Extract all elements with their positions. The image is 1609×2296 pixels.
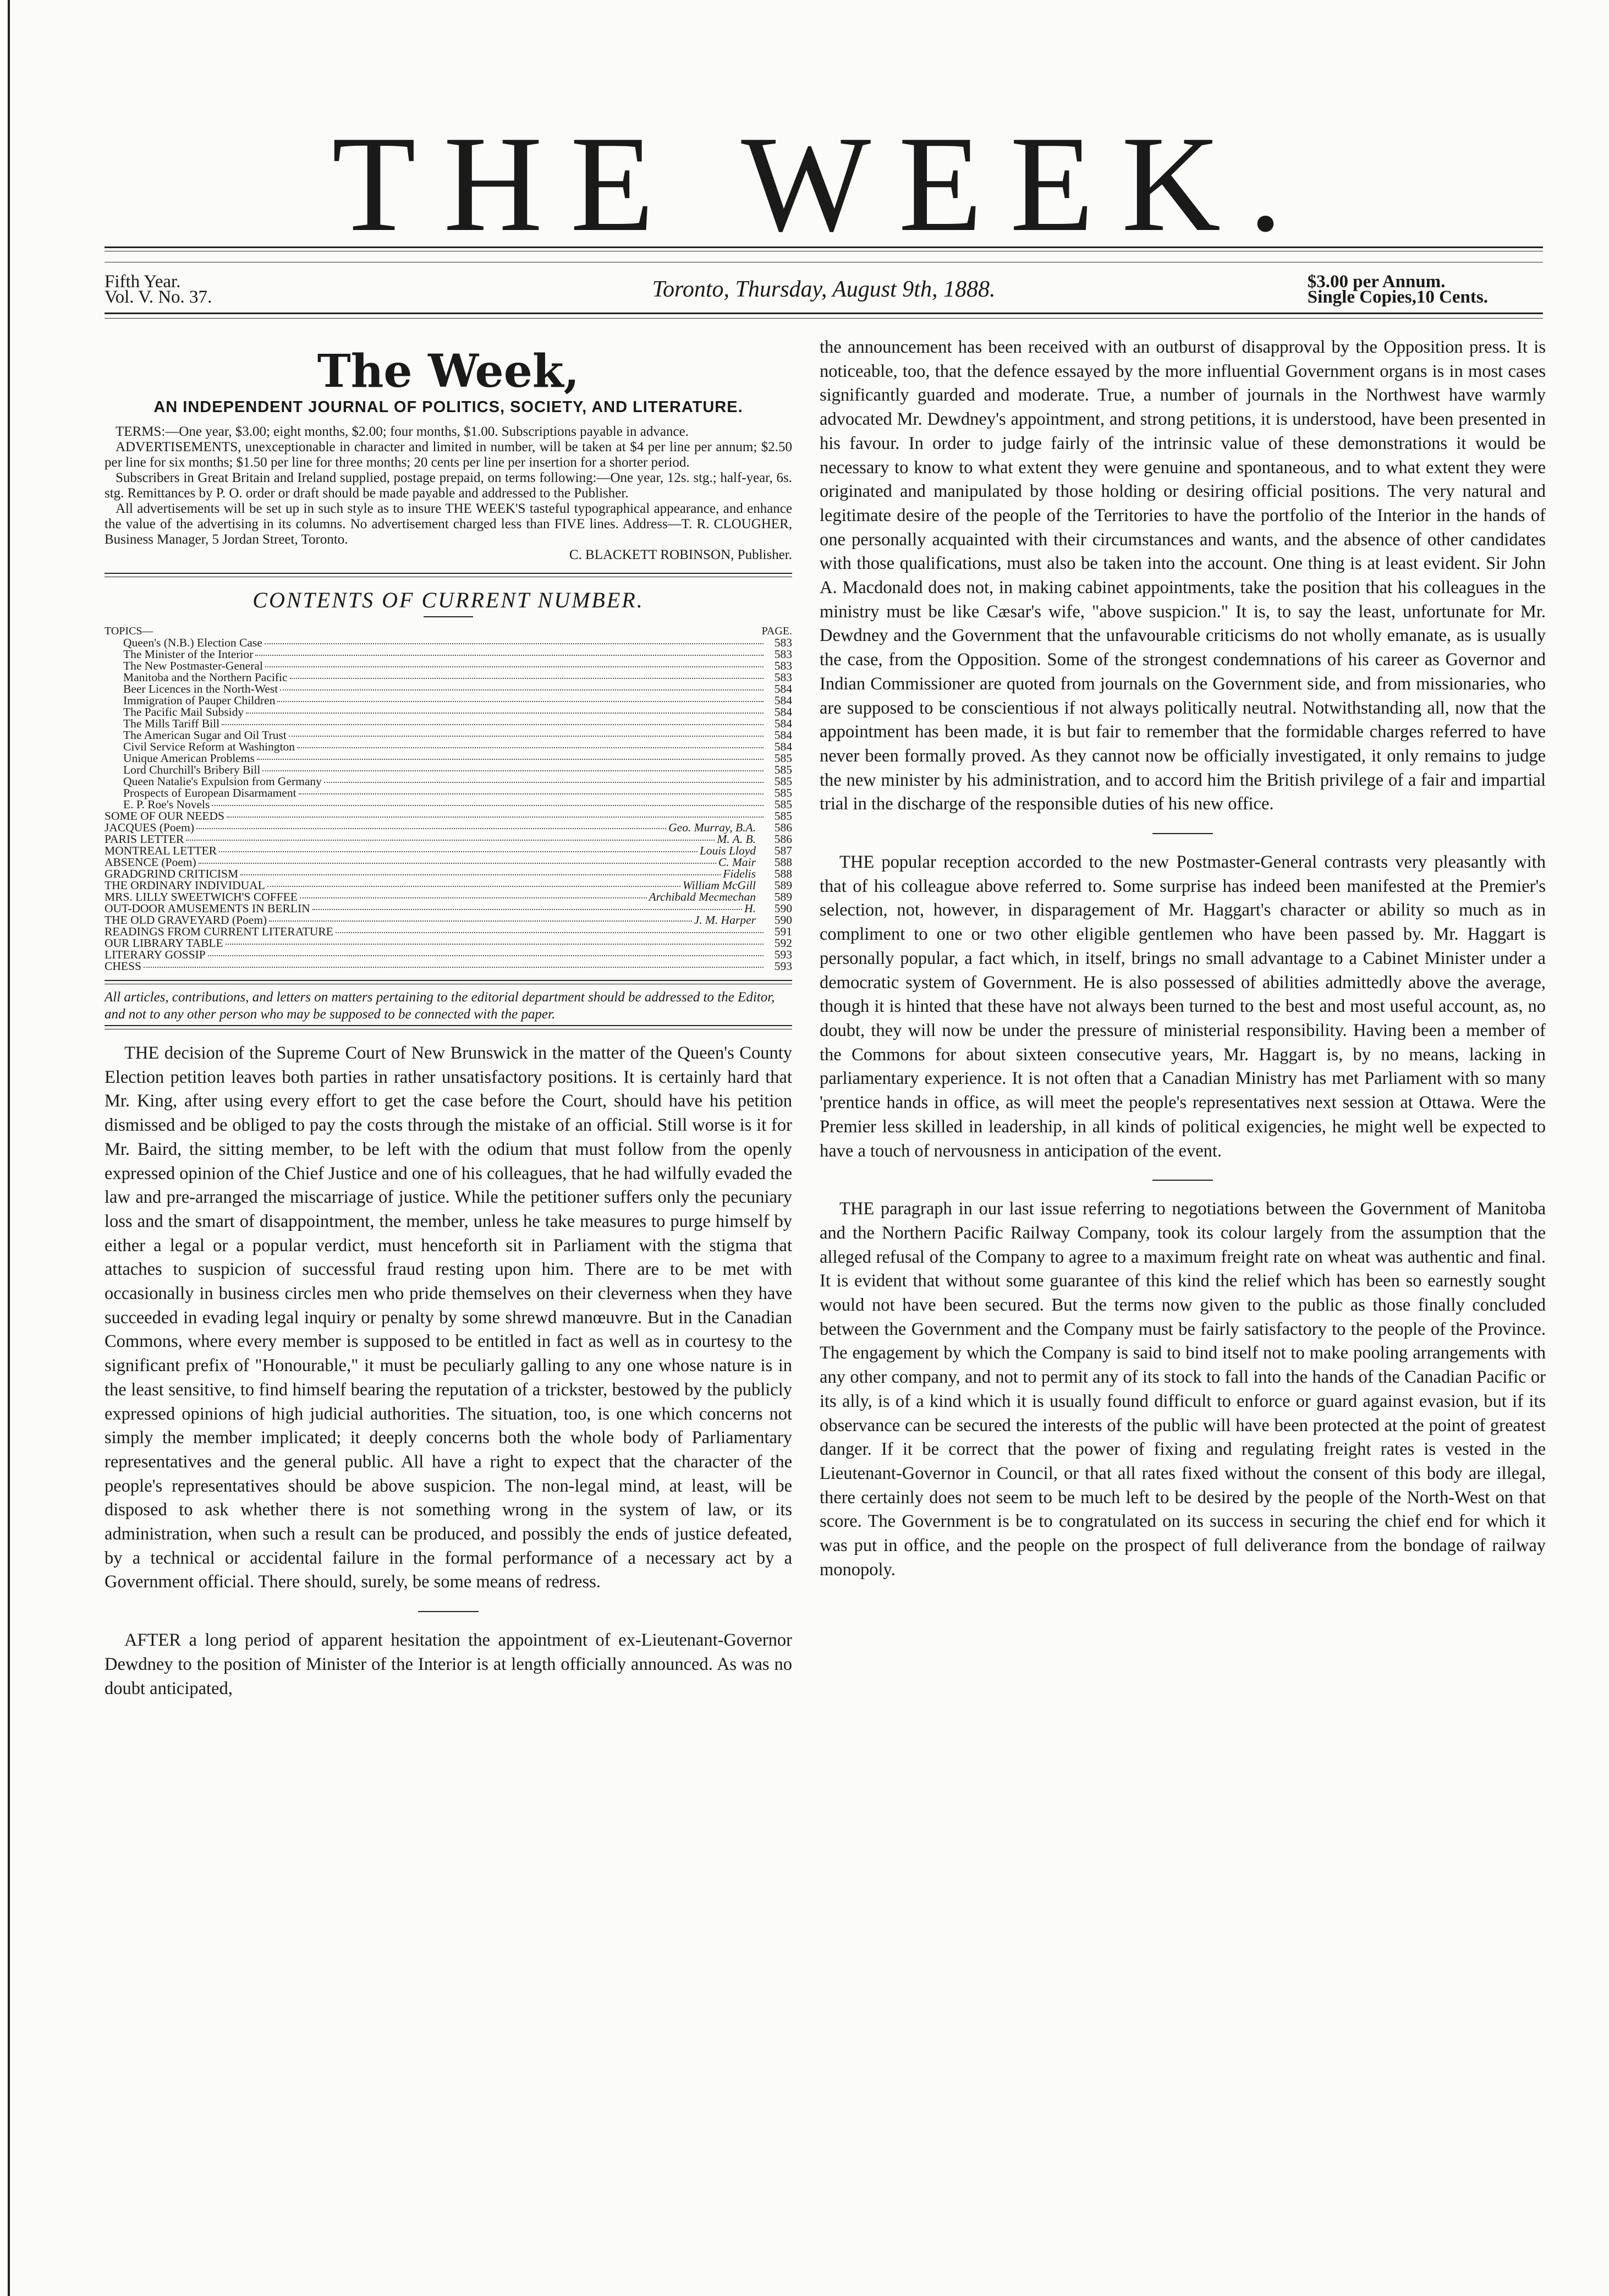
toc-leader-dots (212, 805, 764, 806)
paragraph-rule (1152, 1180, 1213, 1181)
toc-leader-dots (226, 944, 764, 945)
toc-entry-title: PARIS LETTER (105, 832, 184, 846)
article-paragraph: AFTER a long period of apparent hesitation the appointment of ex-Lieutenant-Governor Dewdney to the position of Minister of the Interior is at length officially announced. As was no doubt anticipated, (105, 1630, 792, 1698)
toc-entry-title: OUT-DOOR AMUSEMENTS IN BERLIN (105, 902, 310, 915)
paragraph-rule (418, 1611, 479, 1612)
toc-entry-title: Queen Natalie's Expulsion from Germany (123, 775, 322, 788)
toc-entry-title: GRADGRIND CRITICISM (105, 867, 239, 880)
toc-item-row (105, 822, 792, 834)
toc-item-row (105, 938, 792, 949)
toc-topic-row (105, 730, 792, 741)
toc-topic-row (105, 764, 792, 776)
terms-britain: Subscribers in Great Britain and Ireland supplied, postage prepaid, on terms following:—One year, 12s. stg.; half-year, 6s. stg. Remittances by P. O. order or draft should be made payable and addressed to the Publisher. (105, 470, 792, 501)
toc-entry-page: 591 (774, 925, 792, 938)
toc-entry-page: 585 (774, 786, 792, 799)
toc-topic-row (105, 787, 792, 799)
issue-date: Toronto, Thursday, August 9th, 1888. (652, 277, 996, 302)
toc-leader-dots (240, 874, 721, 875)
right-column (820, 336, 1546, 1582)
toc-topic-row (105, 718, 792, 730)
toc-item-row (105, 810, 792, 822)
price-single: Single Copies,10 Cents. (1307, 287, 1488, 307)
toc-item-row (105, 857, 792, 868)
toc-entry-page: 584 (774, 717, 792, 730)
toc-entry-author: M. A. B. (717, 832, 756, 846)
toc-entry-page: 590 (774, 913, 792, 927)
toc-leader-dots (300, 897, 647, 898)
toc-entry-title: Lord Churchill's Bribery Bill (123, 763, 261, 776)
toc-entry-page: 588 (774, 856, 792, 869)
toc-entry-page: 584 (774, 740, 792, 753)
toc-topic-row (105, 660, 792, 672)
toc-entry-page: 593 (774, 948, 792, 961)
toc-item-row (105, 914, 792, 926)
issue-year: Fifth Year. (105, 272, 181, 292)
toc-leader-dots (219, 851, 698, 852)
toc-topic-row (105, 695, 792, 706)
toc-leader-dots (277, 701, 764, 702)
toc-entry-title: E. P. Roe's Novels (123, 798, 210, 811)
notice-separator-bottom (105, 1025, 792, 1029)
toc-entry-page: 583 (774, 636, 792, 649)
toc-page-label: PAGE. (761, 625, 792, 637)
toc-entry-title: Queen's (N.B.) Election Case (123, 636, 262, 649)
article-postmaster (820, 851, 1546, 1163)
toc-entry-title: The Pacific Mail Subsidy (123, 705, 244, 719)
toc-item-row (105, 834, 792, 845)
toc-leader-dots (222, 724, 764, 725)
article-paragraph: the announcement has been received with an outburst of disapproval by the Opposition press. It is noticeable, too, that the defence essayed by the more influential Government organs is in most cases significantly guarded and moderate. True, a number of journals in the Northwest have warmly advocated Mr. Dewdney's appointment, and strong petitions, it is understood, have been presented in his favour. In order to judge fairly of the intrinsic value of these demonstrations it would be necessary to know to what extent they were genuine and spontaneous, and to what extent they were originated and manipulated by those holding or desiring official positions. The very natural and legitimate desire of the people of the Territories to have the portfolio of the Interior in the hands of one personally acquainted with their circumstances and wants, and the absence of other candidates with those qualifications, must also be taken into the account. One thing is at least evident. Sir John A. Macdonald does not, in making cabinet appointments, take the position that his colleagues in the ministry must be like Cæsar's wife, "above suspicion." It is, to say the least, unfortunate for Mr. Dewdney and the Government that the unfavourable criticisms do not wholly emanate, as is usually the case, from the Opposition. Some of the strongest condemnations of his career as Governor and Indian Commissioner are quoted from journals on the Government side, and from missionaries, who are supposed to be conscientious if not always politically neutral. Notwithstanding all, now that the appointment has been made, it is but fair to remember that the formidable charges referred to have never been formally proved. As they cannot now be officially investigated, it only remains to judge the new minister by his administration, and to accord him the British privilege of a fair and impartial trial in the discharge of the responsible duties of his new office. (820, 337, 1546, 814)
toc-leader-dots (227, 817, 764, 818)
toc-entry-page: 586 (774, 821, 792, 834)
toc-item-row (105, 868, 792, 880)
toc-leader-dots (336, 932, 764, 933)
toc-entry-page: 584 (774, 705, 792, 719)
article-paragraph: THE popular reception accorded to the new Postmaster-General contrasts very pleasantly with that of his colleague above referred to. Some surprise has indeed been manifested at the Premier's selection, not, however, in disparagement of Mr. Haggart's character or ability so much as in compliment to one or two other eligible gentlemen who have been passed by. Mr. Haggart is personally popular, a fact which, in itself, brings no small advantage to a Cabinet Minister under a democratic system of Government. He is also possessed of abilities admittedly above the average, though it is hinted that these have not always been turned to the best and most useful account, as, no doubt, they will now be under the pressure of ministerial responsibility. Having been a member of the Commons for about sixteen consecutive years, Mr. Haggart is, by no means, lacking in parliamentary experience. It is not often that a Canadian Ministry has met Parliament with so many 'prentice hands in office, as will meet the people's representatives next session at Ottawa. Were the Premier less skilled in leadership, in all kinds of political exigencies, he might well be expected to have a touch of nervousness in anticipation of the event. (820, 852, 1546, 1161)
toc-topic-row (105, 741, 792, 753)
toc-leader-dots (289, 736, 764, 737)
table-of-contents (105, 637, 792, 972)
toc-entry-title: The Mills Tariff Bill (123, 717, 220, 730)
masthead-rule-top (105, 246, 1543, 248)
toc-entry-author: Geo. Murray, B.A. (668, 821, 756, 834)
toc-leader-dots (299, 793, 764, 794)
dateline (105, 274, 1543, 313)
publication-name: The Week, (317, 345, 580, 398)
toc-entry-title: The American Sugar and Oil Trust (123, 728, 287, 742)
toc-entry-title: CHESS (105, 960, 141, 973)
toc-entry-title: Unique American Problems (123, 752, 255, 765)
contents-title-rule (424, 616, 473, 617)
toc-entry-title: LITERARY GOSSIP (105, 948, 206, 961)
toc-topic-row (105, 683, 792, 695)
toc-entry-author: C. Mair (718, 856, 756, 869)
toc-topic-row (105, 753, 792, 764)
toc-entry-title: SOME OF OUR NEEDS (105, 809, 225, 823)
price-info (1308, 274, 1488, 305)
toc-leader-dots (196, 828, 666, 829)
toc-entry-author: Fidelis (723, 867, 756, 880)
toc-entry-title: ABSENCE (Poem) (105, 856, 196, 869)
toc-item-row (105, 961, 792, 972)
toc-entry-page: 585 (774, 763, 792, 776)
toc-topic-row (105, 706, 792, 718)
toc-entry-page: 583 (774, 659, 792, 672)
toc-entry-title: MRS. LILLY SWEETWICH'S COFFEE (105, 890, 298, 903)
toc-entry-author: H. (744, 902, 756, 915)
page-edge-shadow (8, 0, 10, 2296)
article-dewdney-cont (820, 336, 1546, 817)
toc-entry-page: 585 (774, 798, 792, 811)
toc-topic-row (105, 776, 792, 787)
toc-entry-author: William McGill (682, 879, 756, 892)
toc-leader-dots (265, 643, 764, 644)
terms-subscription: TERMS:—One year, $3.00; eight months, $2.00; four months, $1.00. Subscriptions payable in advance. (116, 424, 689, 439)
toc-leader-dots (246, 713, 764, 714)
toc-entry-title: OUR LIBRARY TABLE (105, 936, 223, 950)
toc-item-row (105, 891, 792, 903)
toc-entry-page: 589 (774, 879, 792, 892)
article-paragraph: THE decision of the Supreme Court of New Brunswick in the matter of the Queen's County Election petition leaves both parties in rather unsatisfactory positions. It is certainly hard that Mr. King, after using every effort to get the case before the Court, should have his petition dismissed and be obliged to pay the costs through the mistake of an official. Still worse is it for Mr. Baird, the sitting member, to be left with the odium that must follow from the openly expressed opinion of the Chief Justice and one of his colleagues, that he had wilfully evaded the law and pre-arranged the miscarriage of justice. While the petitioner suffers only the pecuniary loss and the smart of disappointment, the member, unless he take measures to purge himself by either a legal or a popular verdict, must henceforth sit in Parliament with the stigma that attaches to suspicion of successful fraud resting upon him. There are to be met with occasionally in business circles men who pride themselves on their cleverness when they have succeeded in evading legal inquiry or penalty by some shrewd manœuvre. But in the Canadian Commons, where every member is supposed to be entitled in fact as well as in courtesy to the significant prefix of "Honourable," it must be peculiarly galling to any one whose nature is in the least sensitive, to find himself bearing the reputation of a trickster, bestowed by the publicly expressed opinions of high judicial authorities. The situation, too, is one which concerns not simply the member implicated; it deeply concerns both the whole body of Parliamentary representatives and the general public. All have a right to expect that the character of the people's representatives should be above suspicion. The non-legal mind, at least, will be disposed to ask whether there is not something wrong in the system of law, or its administration, when such a result can be produced, and possibly the ends of justice defeated, by a technical or accidental failure in the formal performance of a necessary act by a Government official. There should, surely, be some means of redress. (105, 1043, 792, 1592)
toc-topic-row (105, 672, 792, 683)
dateline-rule-thin (105, 318, 1543, 319)
toc-entry-page: 585 (774, 775, 792, 788)
article-dewdney-start (105, 1629, 792, 1701)
toc-entry-title: Prospects of European Disarmament (123, 786, 296, 799)
contents-title: CONTENTS OF CURRENT NUMBER. (252, 588, 644, 612)
toc-item-row (105, 880, 792, 891)
toc-entry-page: 584 (774, 682, 792, 695)
toc-entry-title: Civil Service Reform at Washington (123, 740, 295, 753)
toc-entry-page: 583 (774, 671, 792, 684)
notice-separator (105, 980, 792, 984)
toc-entry-title: Beer Licences in the North-West (123, 682, 278, 695)
toc-item-row (105, 949, 792, 961)
toc-entry-author: Louis Lloyd (699, 844, 756, 857)
toc-entry-title: Manitoba and the Northern Pacific (123, 671, 288, 684)
toc-entry-title: The Minister of the Interior (123, 648, 254, 661)
toc-entry-title: Immigration of Pauper Children (123, 694, 276, 707)
toc-entry-page: 588 (774, 867, 792, 880)
article-paragraph: THE paragraph in our last issue referring to negotiations between the Government of Manitoba and the Northern Pacific Railway Company, took its colour largely from the assumption that the alleged refusal of the Company to agree to a maximum freight rate on wheat was authentic and final. It is evident that without some guarantee of this kind the relief which has been so earnestly sought would not have been secured. But the terms now given to the public as those finally concluded between the Government and the Company must be fairly satisfactory to the people of the Province. The engagement by which the Company is said to bind itself not to make pooling arrangements with any other company, and not to permit any of its stock to fall into the hands of the Canadian Pacific or its ally, is of a kind which it is usually found difficult to enforce or guard against evasion, but if its observance can be secured the interests of the public will have been protected at the point of greatest danger. If it be correct that the power of fixing and regulating freight rates is vested in the Lieutenant-Governor in Council, or that all rates fixed without the consent of this body are illegal, there certainly does not seem to be much left to be desired by the people of the North-West on that score. The Government is be to congratulated on its success in securing the chief end for which it was put in office, and the people on the prospect of full deliverance from the bondage of railway monopoly. (820, 1199, 1546, 1580)
toc-leader-dots (312, 909, 742, 910)
article-queens-case (105, 1042, 792, 1594)
toc-leader-dots (208, 955, 764, 956)
toc-entry-page: 584 (774, 694, 792, 707)
publisher-credit: C. BLACKETT ROBINSON, Publisher. (569, 547, 792, 562)
toc-item-row (105, 845, 792, 857)
toc-entry-title: THE ORDINARY INDIVIDUAL (105, 879, 265, 892)
toc-leader-dots (255, 655, 764, 656)
toc-item-row (105, 903, 792, 914)
toc-topics-label: TOPICS— (105, 625, 153, 637)
toc-item-row (105, 926, 792, 938)
toc-entry-title: MONTREAL LETTER (105, 844, 217, 857)
toc-leader-dots (269, 920, 692, 922)
toc-topic-row (105, 637, 792, 649)
masthead-title: THE WEEK. (332, 108, 1310, 260)
toc-entry-page: 583 (774, 648, 792, 661)
toc-entry-author: J. M. Harper (694, 913, 756, 927)
toc-entry-author: Archibald Mecmechan (649, 890, 756, 903)
article-manitoba (820, 1197, 1546, 1582)
toc-topic-row (105, 799, 792, 810)
toc-entry-page: 593 (774, 960, 792, 973)
toc-leader-dots (262, 770, 764, 771)
toc-header (105, 625, 792, 637)
toc-entry-page: 590 (774, 902, 792, 915)
toc-entry-page: 589 (774, 890, 792, 903)
toc-leader-dots (297, 747, 764, 748)
toc-leader-dots (324, 782, 764, 783)
toc-leader-dots (186, 840, 715, 841)
left-column (105, 336, 792, 1701)
toc-entry-title: THE OLD GRAVEYARD (Poem) (105, 913, 267, 927)
dateline-rule (105, 313, 1543, 314)
toc-entry-page: 585 (774, 809, 792, 823)
publication-subtitle: AN INDEPENDENT JOURNAL OF POLITICS, SOCIETY, AND LITERATURE. (153, 398, 743, 416)
toc-entry-page: 584 (774, 728, 792, 742)
price-annum: $3.00 per Annum. (1307, 272, 1446, 292)
toc-leader-dots (290, 678, 764, 679)
issue-volume: Vol. V. No. 37. (105, 287, 212, 307)
toc-topic-row (105, 649, 792, 660)
toc-leader-dots (257, 759, 764, 760)
terms-typography: All advertisements will be set up in such style as to insure THE WEEK'S tasteful typographical appearance, and enhance the value of the advertising in its columns. No advertisement charged less than FIVE lines. Address—T. R. CLOUGHER, Business Manager, 5 Jordan Street, Toronto. (105, 501, 792, 547)
toc-entry-page: 585 (774, 752, 792, 765)
toc-entry-page: 587 (774, 844, 792, 857)
toc-entry-title: JACQUES (Poem) (105, 821, 195, 834)
contents-separator (105, 573, 792, 577)
toc-entry-page: 592 (774, 936, 792, 950)
editor-notice: All articles, contributions, and letters on matters pertaining to the editorial department should be addressed to the Editor, and not to any other person who may be supposed to be connected with the paper. (105, 990, 775, 1022)
toc-entry-title: READINGS FROM CURRENT LITERATURE (105, 925, 333, 938)
toc-entry-title: The New Postmaster-General (123, 659, 263, 672)
toc-entry-page: 586 (774, 832, 792, 846)
toc-leader-dots (265, 666, 764, 667)
terms-box (105, 424, 792, 563)
paragraph-rule (1152, 833, 1213, 834)
toc-leader-dots (144, 967, 764, 968)
toc-leader-dots (267, 886, 680, 887)
terms-advertisements: ADVERTISEMENTS, unexceptionable in character and limited in number, will be taken at $4 per line per annum; $2.50 per line for six months; $1.50 per line for three months; 20 cents per line per insertion for a shorter period. (105, 440, 792, 470)
toc-leader-dots (280, 689, 764, 691)
toc-leader-dots (199, 863, 716, 864)
